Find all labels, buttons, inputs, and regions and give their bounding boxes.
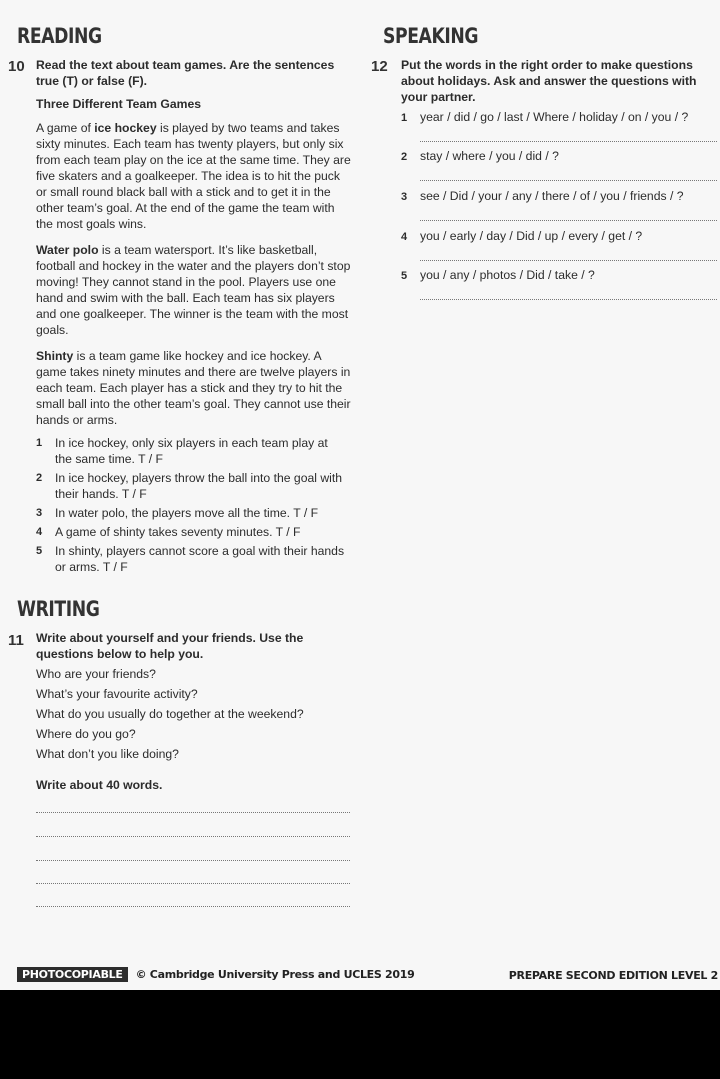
writing-line-4[interactable] bbox=[36, 883, 350, 884]
answer-line-4[interactable] bbox=[420, 260, 717, 261]
question-3: 3 see / Did / your / any / there / of / you / friends / ? bbox=[401, 189, 684, 203]
edition-label: PREPARE SECOND EDITION LEVEL 2 bbox=[508, 969, 718, 982]
copyright-text: © Cambridge University Press and UCLES 2019 bbox=[135, 968, 415, 981]
answer-line-2[interactable] bbox=[420, 180, 717, 181]
paragraph-shinty: Shinty is a team game like hockey and ice hockey. A game takes ninety minutes and there are twelve players in each team. Each player has a stick and they try to hit the small ball into the other team’s goal. They cannot use their hands or arms. bbox=[36, 349, 351, 427]
statement-1[interactable]: 1 In ice hockey, only six players in each team play at the same time. T / F bbox=[36, 436, 328, 466]
prompt-question: What’s your favourite activity? bbox=[36, 687, 198, 701]
answer-line-3[interactable] bbox=[420, 220, 717, 221]
writing-line-5[interactable] bbox=[36, 906, 350, 907]
reading-heading: READING bbox=[17, 24, 102, 48]
exercise-11-number: 11 bbox=[8, 632, 24, 649]
statement-2[interactable]: 2 In ice hockey, players throw the ball into the goal with their hands. T / F bbox=[36, 471, 343, 501]
reading-text-title: Three Different Team Games bbox=[36, 97, 202, 111]
exercise-12-instruction: Put the words in the right order to make questions about holidays. Ask and answer the questions with your partner. bbox=[401, 58, 697, 104]
paragraph-water-polo: Water polo is a team watersport. It’s like basketball, football and hockey in the water and the players don’t stop moving! They cannot stand in the pool. Players use one hand and swim with the ball. Each team has six players and one goalkeeper. The winner is the team with the most goals. bbox=[36, 243, 351, 337]
writing-prompt-questions bbox=[36, 666, 356, 766]
reading-text bbox=[36, 120, 354, 438]
question-1: 1 year / did / go / last / Where / holiday / on / you / ? bbox=[401, 110, 689, 124]
footer-left bbox=[17, 967, 414, 982]
writing-line-3[interactable] bbox=[36, 860, 350, 861]
exercise-11-instruction: Write about yourself and your friends. Use the questions below to help you. bbox=[36, 631, 304, 661]
word-count-instruction: Write about 40 words. bbox=[36, 778, 163, 792]
paragraph-ice-hockey: A game of ice hockey is played by two teams and takes sixty minutes. Each team has twenty players, but only six from each team play on the ice at the same time. They are five skaters and a goalkeeper. The idea is to hit the puck or small round black ball with a stick and to get it in the other team’s goal. At the end of the game the team with the most goals wins. bbox=[36, 121, 351, 231]
writing-line-1[interactable] bbox=[36, 812, 350, 813]
statement-3[interactable]: 3 In water polo, the players move all the time. T / F bbox=[36, 506, 319, 520]
prompt-question: What don’t you like doing? bbox=[36, 747, 179, 761]
speaking-heading: SPEAKING bbox=[383, 24, 479, 48]
exercise-12-number: 12 bbox=[371, 58, 388, 75]
statement-4[interactable]: 4 A game of shinty takes seventy minutes. T / F bbox=[36, 525, 301, 539]
true-false-statements bbox=[36, 435, 346, 578]
prompt-question: Where do you go? bbox=[36, 727, 136, 741]
writing-line-2[interactable] bbox=[36, 836, 350, 837]
answer-line-1[interactable] bbox=[420, 141, 717, 142]
statement-5[interactable]: 5 In shinty, players cannot score a goal with their hands or arms. T / F bbox=[36, 544, 345, 574]
prompt-question: Who are your friends? bbox=[36, 667, 156, 681]
question-4: 4 you / early / day / Did / up / every / get / ? bbox=[401, 229, 643, 243]
question-5: 5 you / any / photos / Did / take / ? bbox=[401, 268, 595, 282]
prompt-question: What do you usually do together at the weekend? bbox=[36, 707, 304, 721]
exercise-10-instruction: Read the text about team games. Are the sentences true (T) or false (F). bbox=[36, 58, 335, 88]
photocopiable-badge: PHOTOCOPIABLE bbox=[17, 967, 128, 982]
exercise-10-number: 10 bbox=[8, 58, 25, 75]
answer-line-5[interactable] bbox=[420, 299, 717, 300]
question-2: 2 stay / where / you / did / ? bbox=[401, 149, 559, 163]
writing-heading: WRITING bbox=[17, 597, 100, 621]
